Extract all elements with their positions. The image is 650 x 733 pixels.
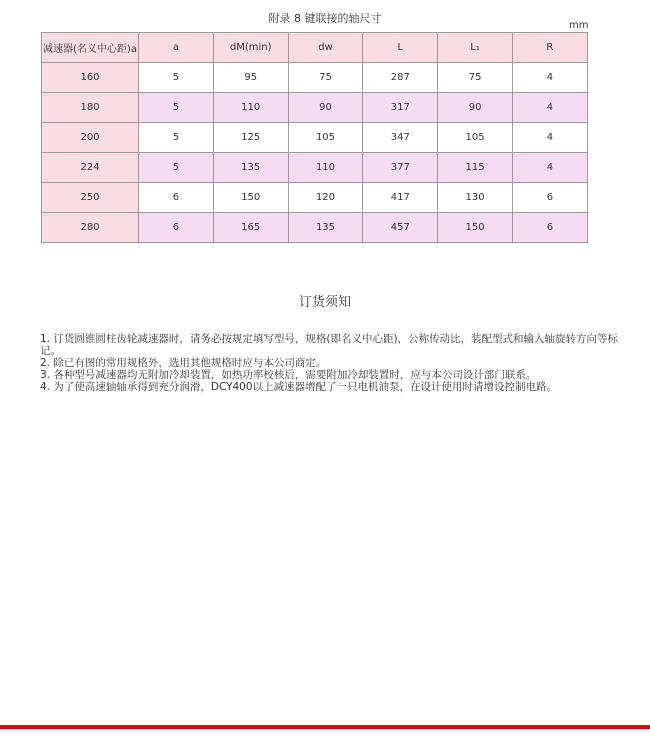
notice-item: 2. 除已有图的常用规格外，选用其他规格时应与本公司商定。 <box>40 357 327 369</box>
table-cell: 4 <box>512 123 587 153</box>
table-row <box>42 183 588 213</box>
table-cell: 105 <box>288 123 363 153</box>
table-cell: 90 <box>438 93 513 123</box>
table-cell: 5 <box>139 93 214 123</box>
table-cell: 115 <box>438 153 513 183</box>
table-cell: 135 <box>288 213 363 243</box>
table-cell: 75 <box>288 63 363 93</box>
table-cell: 287 <box>363 63 438 93</box>
table-cell: 377 <box>363 153 438 183</box>
header-a: a <box>139 33 214 63</box>
table-cell: 165 <box>213 213 288 243</box>
table-cell: 4 <box>512 63 587 93</box>
table-cell: 200 <box>42 123 139 153</box>
table-cell: 280 <box>42 213 139 243</box>
appendix-title: 附录 8 键联接的轴尺寸 <box>268 12 382 25</box>
table-cell: 4 <box>512 93 587 123</box>
table-cell: 125 <box>213 123 288 153</box>
table-cell: 5 <box>139 63 214 93</box>
table-cell: 130 <box>438 183 513 213</box>
table-cell: 4 <box>512 153 587 183</box>
table-cell: 150 <box>213 183 288 213</box>
table-cell: 110 <box>288 153 363 183</box>
header-l: L <box>363 33 438 63</box>
table-cell: 95 <box>213 63 288 93</box>
table-cell: 90 <box>288 93 363 123</box>
table-cell: 160 <box>42 63 139 93</box>
table-cell: 6 <box>139 183 214 213</box>
table-cell: 150 <box>438 213 513 243</box>
table-header-row <box>42 33 588 63</box>
table-cell: 224 <box>42 153 139 183</box>
table-cell: 317 <box>363 93 438 123</box>
table-row <box>42 213 588 243</box>
table-cell: 347 <box>363 123 438 153</box>
unit-label: mm <box>569 20 589 31</box>
ordering-notice-title: 订货须知 <box>298 295 351 310</box>
header-l1: L₁ <box>438 33 513 63</box>
header-dw: dw <box>288 33 363 63</box>
table-row <box>42 63 588 93</box>
shaft-dimension-table <box>41 32 588 243</box>
table-cell: 135 <box>213 153 288 183</box>
table-cell: 250 <box>42 183 139 213</box>
bottom-red-divider <box>0 725 650 729</box>
header-center-distance: 减速器(名义中心距)a <box>42 33 139 63</box>
table-cell: 75 <box>438 63 513 93</box>
table-row <box>42 153 588 183</box>
table-cell: 6 <box>139 213 214 243</box>
table-cell: 180 <box>42 93 139 123</box>
notice-item: 3. 各种型号减速器均无附加冷却装置，如热功率校核后，需要附加冷却装置时，应与本公司设计部门联系。 <box>40 369 537 381</box>
table-row <box>42 93 588 123</box>
header-dm-min: dM(min) <box>213 33 288 63</box>
table-cell: 6 <box>512 183 587 213</box>
header-r: R <box>512 33 587 63</box>
table-cell: 110 <box>213 93 288 123</box>
notice-item: 1. 订货圆锥圆柱齿轮减速器时，请务必按规定填写型号，规格(即名义中心距)，公称传动比，装配型式和输入轴旋转方向等标记。 <box>40 333 619 357</box>
table-cell: 6 <box>512 213 587 243</box>
table-cell: 120 <box>288 183 363 213</box>
table-cell: 417 <box>363 183 438 213</box>
notice-item: 4. 为了使高速轴轴承得到充分润滑，DCY400以上减速器增配了一只电机油泵，在设计使用时请增设控制电路。 <box>40 381 558 393</box>
table-cell: 5 <box>139 123 214 153</box>
table-cell: 5 <box>139 153 214 183</box>
ordering-notice-list <box>40 333 620 393</box>
table-row <box>42 123 588 153</box>
table-cell: 457 <box>363 213 438 243</box>
table-cell: 105 <box>438 123 513 153</box>
